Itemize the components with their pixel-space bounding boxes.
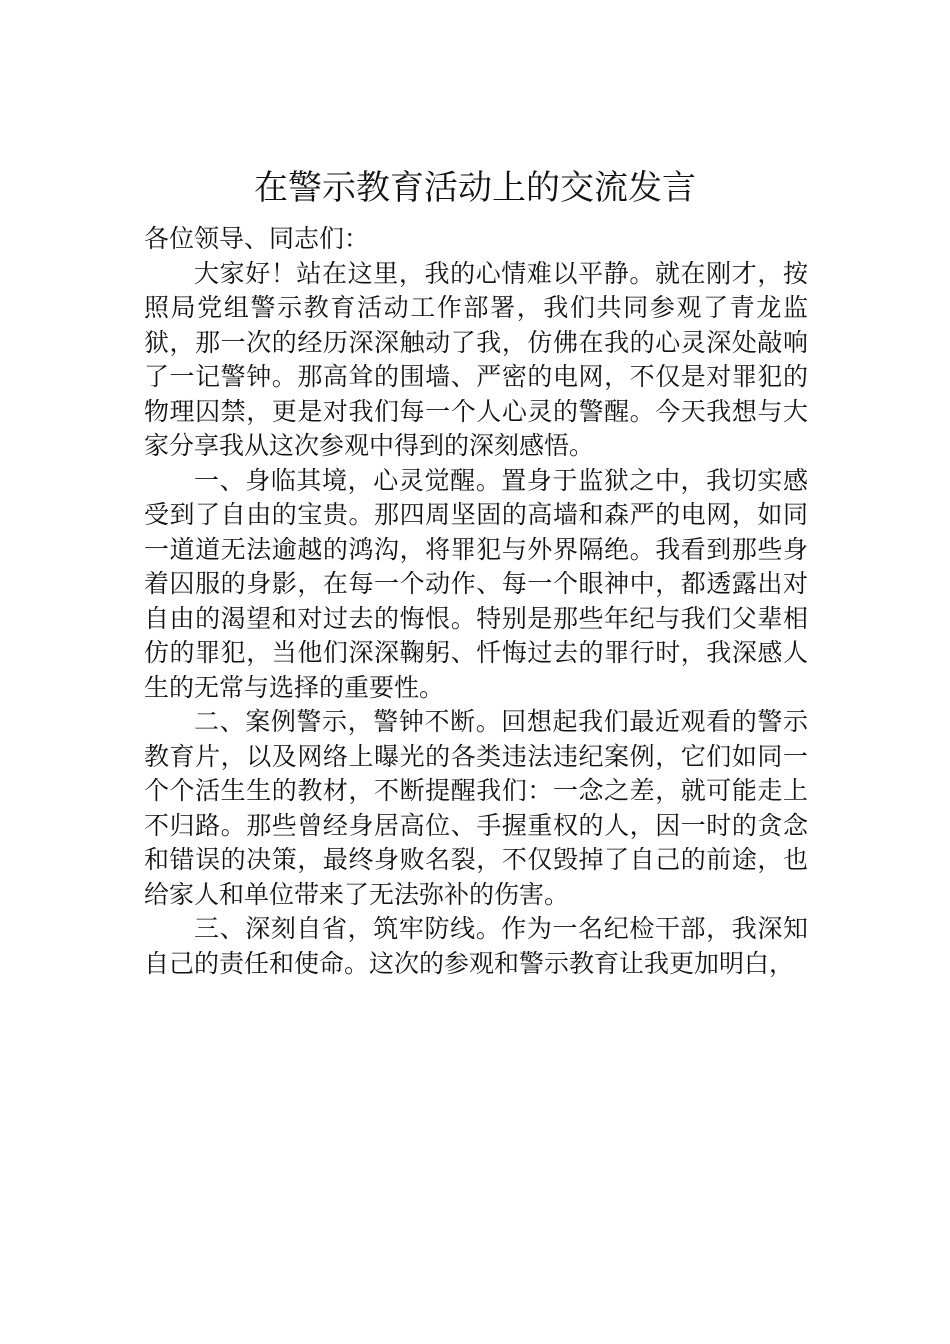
salutation: 各位领导、同志们： <box>144 224 370 253</box>
document-title: 在警示教育活动上的交流发言 <box>254 168 696 208</box>
paragraph-intro: 大家好！站在这里，我的心情难以平静。就在刚才，按照局党组警示教育活动工作部署，我们共同参观了青龙监狱，那一次的经历深深触动了我，仿佛在我的心灵深处敲响了一记警钟。那高耸的围墙、严密的电网，不仅是对罪犯的物理囚禁，更是对我们每一个人心灵的警醒。今天我想与大家分享我从这次参观中得到的深刻感悟。 <box>144 258 808 460</box>
paragraph-section-3: 三、深刻自省，筑牢防线。作为一名纪检干部，我深知自己的责任和使命。这次的参观和警示教育让我更加明白， <box>144 914 808 978</box>
document-body <box>144 222 808 981</box>
paragraph-section-2: 二、案例警示，警钟不断。回想起我们最近观看的警示教育片，以及网络上曝光的各类违法违纪案例，它们如同一个个活生生的教材，不断提醒我们：一念之差，就可能走上不归路。那些曾经身居高位、手握重权的人，因一时的贪念和错误的决策，最终身败名裂，不仅毁掉了自己的前途，也给家人和单位带来了无法弥补的伤害。 <box>144 707 808 909</box>
paragraph-section-1: 一、身临其境，心灵觉醒。置身于监狱之中，我切实感受到了自由的宝贵。那四周坚固的高墙和森严的电网，如同一道道无法逾越的鸿沟，将罪犯与外界隔绝。我看到那些身着囚服的身影，在每一个动作、每一个眼神中，都透露出对自由的渴望和对过去的悔恨。特别是那些年纪与我们父辈相仿的罪犯，当他们深深鞠躬、忏悔过去的罪行时，我深感人生的无常与选择的重要性。 <box>144 465 808 702</box>
